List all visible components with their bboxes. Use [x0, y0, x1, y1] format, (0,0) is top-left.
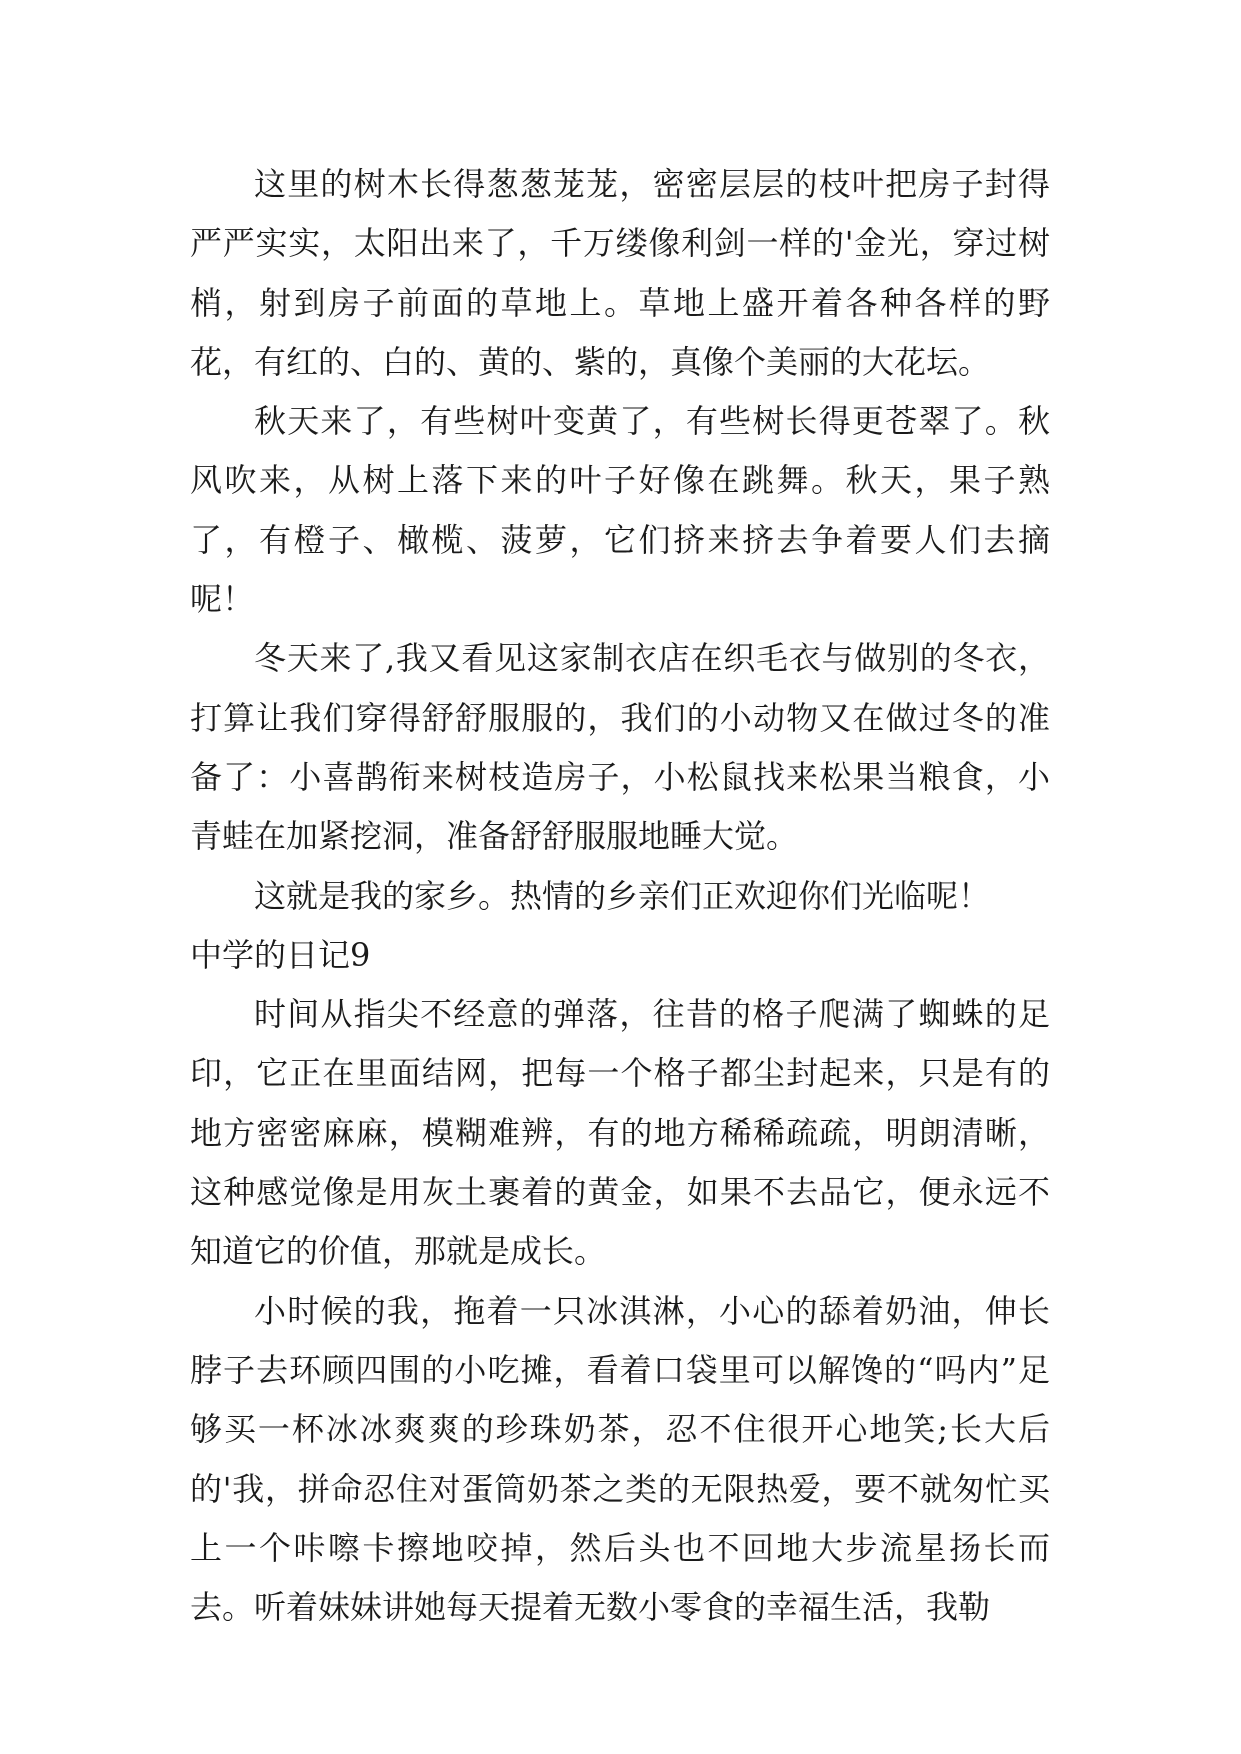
paragraph-childhood: 小时候的我，拖着一只冰淇淋，小心的舔着奶油，伸长脖子去环顾四围的小吃摊，看着口袋里可以解馋的“吗内”足够买一杯冰冰爽爽的珍珠奶茶，忍不住很开心地笑;长大后的'我，拼命忍住对蛋筒奶茶之类的无限热爱，要不就匆忙买上一个咔嚓卡擦地咬掉，然后头也不回地大步流星扬长而去。听着妹妹讲她每天提着无数小零食的幸福生活，我勒	[190, 1291, 1050, 1627]
paragraph-trees-summer: 这里的树木长得葱葱茏茏，密密层层的枝叶把房子封得严严实实，太阳出来了，千万缕像利剑一样的'金光，穿过树梢，射到房子前面的草地上。草地上盛开着各种各样的野花，有红的、白的、黄的、紫的，真像个美丽的大花坛。	[190, 165, 1050, 381]
paragraph-hometown: 这就是我的家乡。热情的乡亲们正欢迎你们光临呢！	[254, 876, 991, 915]
paragraph-winter: 冬天来了,我又看见这家制衣店在织毛衣与做别的冬衣，打算让我们穿得舒舒服服的，我们的小动物又在做过冬的准备了：小喜鹊衔来树枝造房子，小松鼠找来松果当粮食，小青蛙在加紧挖洞，准备舒舒服服地睡大觉。	[190, 639, 1050, 856]
section-title: 中学的日记9	[190, 935, 371, 974]
paragraph-autumn: 秋天来了，有些树叶变黄了，有些树长得更苍翠了。秋风吹来，从树上落下来的叶子好像在跳舞。秋天，果子熟了，有橙子、橄榄、菠萝，它们挤来挤去争着要人们去摘呢！	[190, 402, 1050, 619]
document-body	[190, 155, 1050, 1637]
paragraph-time: 时间从指尖不经意的弹落，往昔的格子爬满了蜘蛛的足印，它正在里面结网，把每一个格子都尘封起来，只是有的地方密密麻麻，模糊难辨，有的地方稀稀疏疏，明朗清晰，这种感觉像是用灰土裹着的黄金，如果不去品它，便永远不知道它的价值，那就是成长。	[190, 995, 1050, 1271]
